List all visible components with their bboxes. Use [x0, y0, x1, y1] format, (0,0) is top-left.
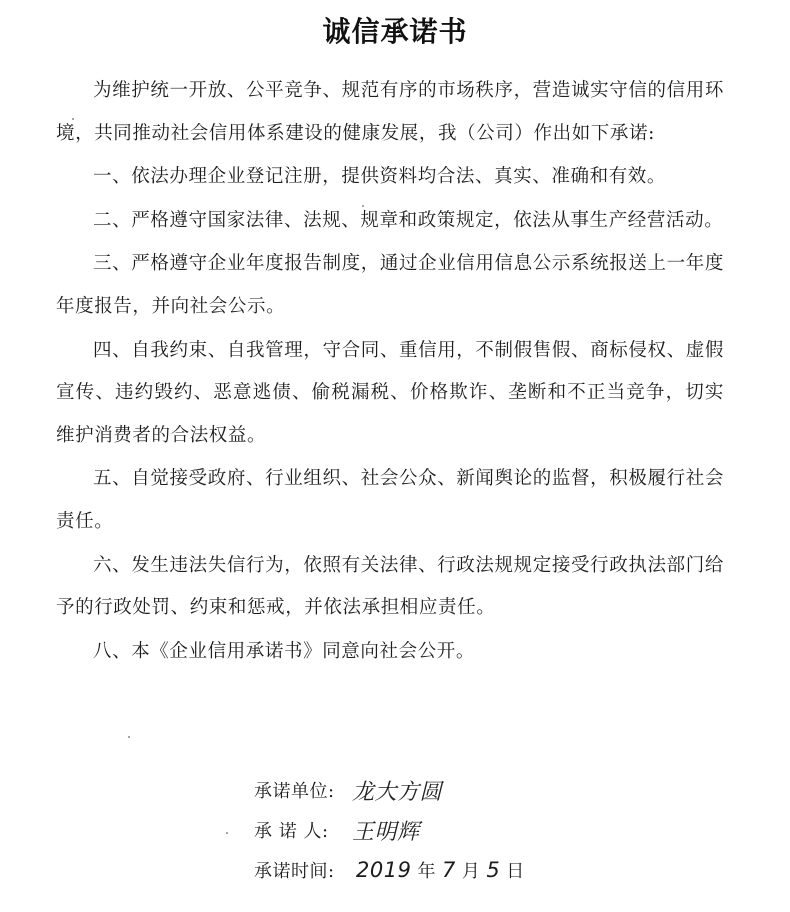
- date-day-unit: 日: [506, 861, 525, 882]
- date-year-unit: 年: [417, 861, 436, 882]
- scan-speck: [128, 736, 130, 738]
- date-month-unit: 月: [461, 861, 481, 882]
- scan-speck: [362, 205, 364, 207]
- scan-speck: [72, 118, 74, 120]
- date-day: 5: [486, 858, 501, 882]
- person-signature: 王明辉: [352, 819, 420, 845]
- paragraph-4: 四、自我约束、自我管理，守合同、重信用，不制假售假、商标侵权、虚假宣传、违约毁约、恶意逃债、偷税漏税、价格欺诈、垄断和不正当竞争，切实维护消费者的合法权益。: [56, 339, 724, 446]
- signature-time-row: [254, 850, 674, 890]
- paragraph-intro: 为维护统一开放、公平竞争、规范有序的市场秩序，营造诚实守信的信用环境，共同推动社会信用体系建设的健康发展，我（公司）作出如下承诺:: [56, 80, 724, 144]
- person-label: 承 诺 人:: [254, 821, 329, 842]
- signature-block: [254, 770, 674, 890]
- signature-date: [350, 857, 525, 883]
- signature-person-row: [254, 810, 674, 850]
- scan-speck: [226, 832, 228, 834]
- document-title: 诚信承诺书: [322, 15, 468, 48]
- date-month: 7: [441, 858, 456, 882]
- document-body: [56, 70, 724, 674]
- paragraph-5: 五、自觉接受政府、行业组织、社会公众、新闻舆论的监督，积极履行社会责任。: [56, 468, 724, 532]
- date-year: 2019: [356, 858, 412, 882]
- paragraph-6: 六、发生违法失信行为，依照有关法律、行政法规规定接受行政执法部门给予的行政处罚、约束和惩戒，并依法承担相应责任。: [56, 554, 724, 619]
- paragraph-3: 三、严格遵守企业年度报告制度，通过企业信用信息公示系统报送上一年度年度报告，并向社会公示。: [56, 253, 724, 317]
- paragraph-2: 二、严格遵守国家法律、法规、规章和政策规定，依法从事生产经营活动。: [93, 209, 724, 231]
- paragraph-8: 八、本《企业信用承诺书》同意向社会公开。: [93, 640, 476, 662]
- signature-unit-row: [254, 770, 674, 810]
- time-label: 承诺时间:: [254, 861, 335, 882]
- paragraph-1: 一、依法办理企业登记注册，提供资料均合法、真实、准确和有效。: [93, 166, 667, 188]
- unit-signature: 龙大方圆: [352, 779, 443, 805]
- unit-label: 承诺单位:: [254, 781, 335, 802]
